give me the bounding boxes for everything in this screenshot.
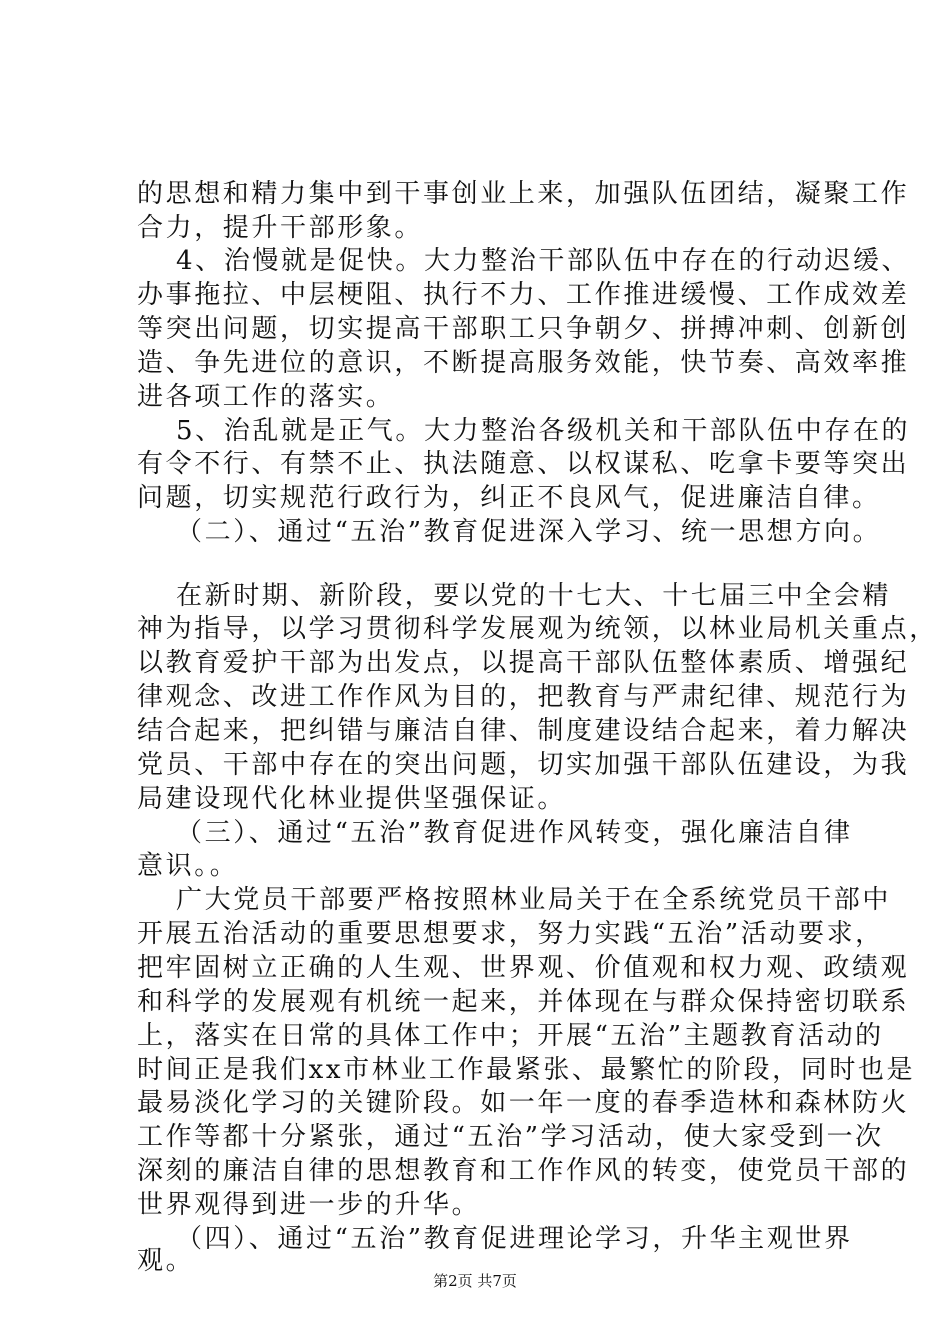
- text-line: 进各项工作的落实。: [137, 382, 395, 412]
- text-line: 问题，切实规范行政行为，纠正不良风气，促进廉洁自律。: [137, 483, 881, 513]
- text-line: 合力，提升干部形象。: [137, 213, 424, 243]
- text-line: 结合起来，把纠错与廉洁自律、制度建设结合起来，着力解决: [137, 716, 910, 746]
- section-heading: （二）、通过“五治”教育促进深入学习、统一思想方向。: [176, 517, 882, 547]
- text-line: 有令不行、有禁不止、执法随意、以权谋私、吃拿卡要等突出: [137, 449, 910, 479]
- text-line: 神为指导，以学习贯彻科学发展观为统领，以林业局机关重点，: [137, 614, 938, 644]
- text-line: 世界观得到进一步的升华。: [137, 1190, 481, 1220]
- text-line: 广大党员干部要严格按照林业局关于在全系统党员干部中: [176, 885, 892, 915]
- text-line: 时间正是我们xx市林业工作最紧张、最繁忙的阶段，同时也是: [137, 1055, 916, 1085]
- text-line: 工作等都十分紧张，通过“五治”学习活动，使大家受到一次: [137, 1122, 884, 1152]
- text-line: 最易淡化学习的关键阶段。如一年一度的春季造林和森林防火: [137, 1088, 910, 1118]
- section-heading: （三）、通过“五治”教育促进作风转变，强化廉洁自律: [176, 818, 853, 848]
- text-line: 造、争先进位的意识，不断提高服务效能，快节奏、高效率推: [137, 348, 910, 378]
- text-line: 律观念、改进工作作风为目的，把教育与严肃纪律、规范行为: [137, 682, 910, 712]
- section-heading-continued: 意识。。: [137, 851, 239, 881]
- text-line: 的思想和精力集中到干事创业上来，加强队伍团结，凝聚工作: [137, 179, 910, 209]
- text-line: 以教育爱护干部为出发点，以提高干部队伍整体素质、增强纪: [137, 648, 910, 678]
- text-line: 办事拖拉、中层梗阻、执行不力、工作推进缓慢、工作成效差: [137, 280, 910, 310]
- text-line: 上，落实在日常的具体工作中；开展“五治”主题教育活动的: [137, 1021, 884, 1051]
- text-line: 深刻的廉洁自律的思想教育和工作作风的转变，使党员干部的: [137, 1156, 910, 1186]
- text-line: 5、治乱就是正气。大力整治各级机关和干部队伍中存在的: [176, 416, 911, 446]
- text-line: 党员、干部中存在的突出问题，切实加强干部队伍建设，为我: [137, 750, 910, 780]
- text-line: 开展五治活动的重要思想要求，努力实践“五治”活动要求，: [137, 919, 884, 949]
- text-line: 和科学的发展观有机统一起来，并体现在与群众保持密切联系: [137, 987, 910, 1017]
- section-heading: （四）、通过“五治”教育促进理论学习，升华主观世界: [176, 1224, 853, 1254]
- text-line: 在新时期、新阶段，要以党的十七大、十七届三中全会精: [176, 581, 892, 611]
- text-line: 4、治慢就是促快。大力整治干部队伍中存在的行动迟缓、: [176, 246, 911, 276]
- text-line: 等突出问题，切实提高干部职工只争朝夕、拼搏冲刺、创新创: [137, 314, 910, 344]
- section-heading-continued: 观。: [137, 1246, 195, 1276]
- text-line: 把牢固树立正确的人生观、世界观、价值观和权力观、政绩观: [137, 953, 910, 983]
- page-footer: 第2页 共7页: [433, 1272, 517, 1290]
- text-line: 局建设现代化林业提供坚强保证。: [137, 784, 567, 814]
